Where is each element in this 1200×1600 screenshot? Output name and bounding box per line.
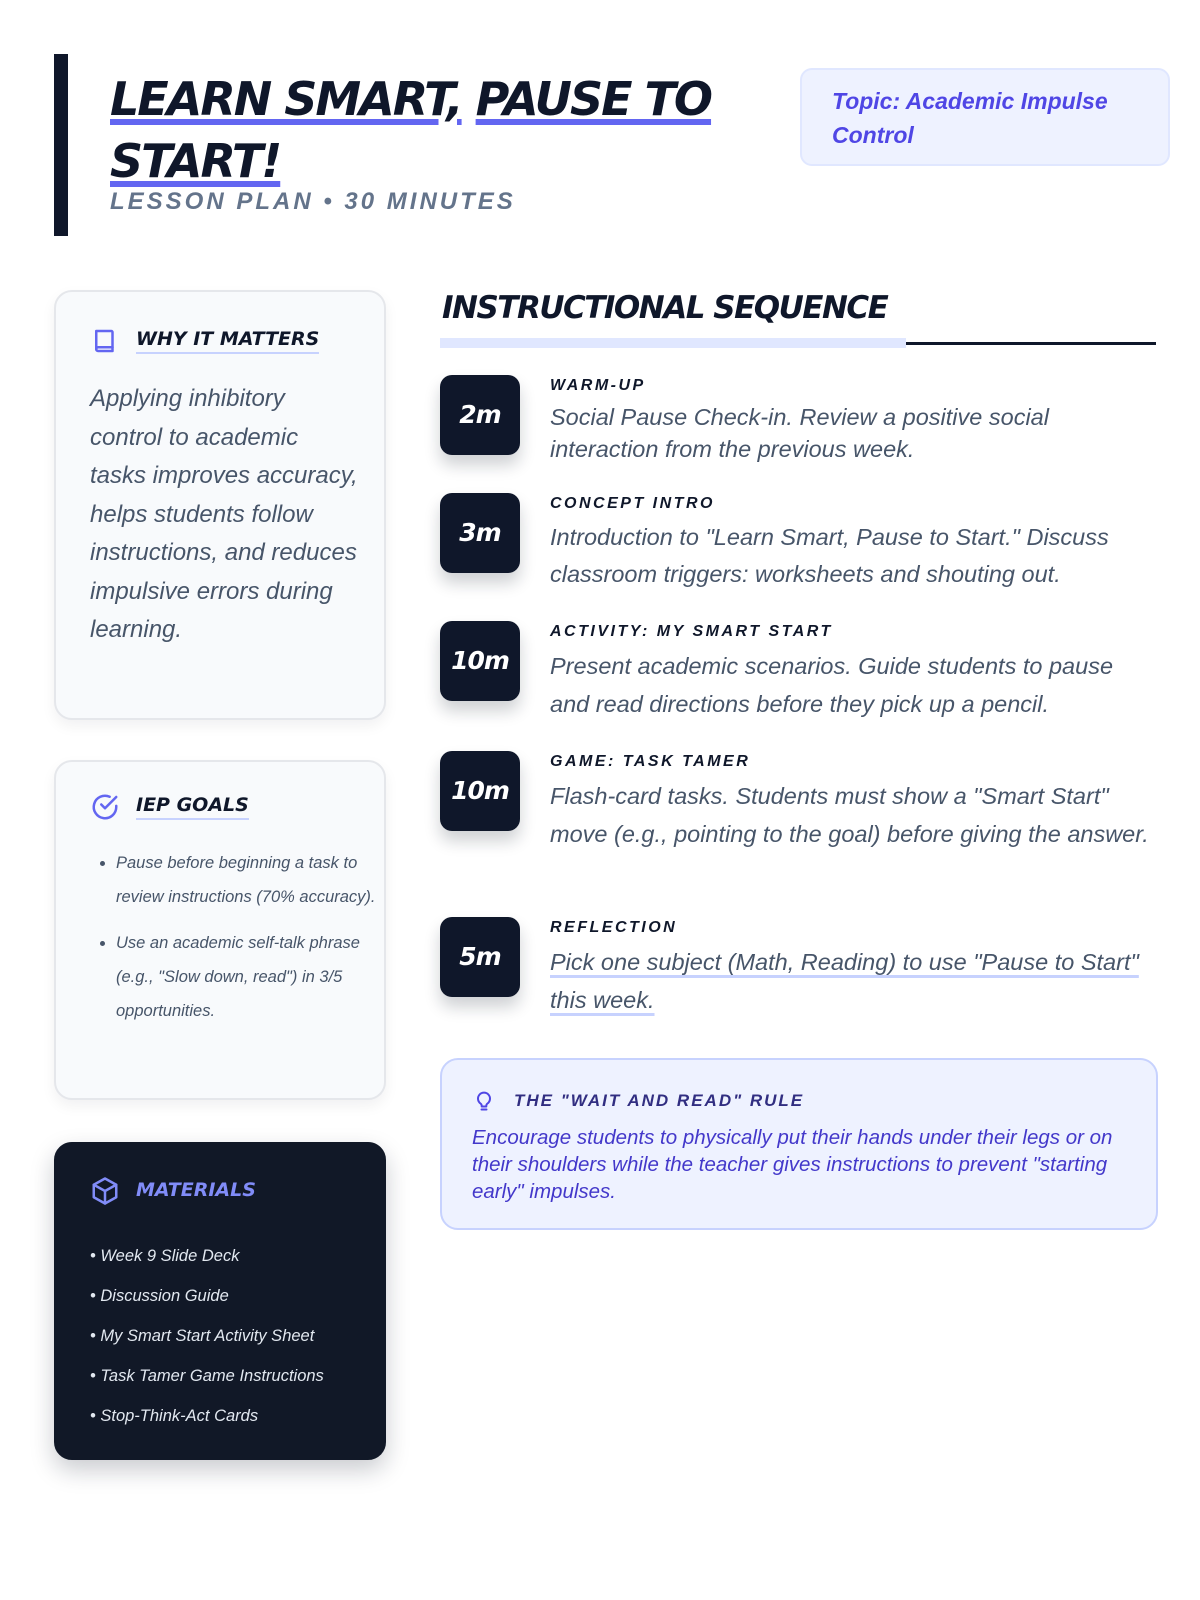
materials-title: MATERIALS — [136, 1179, 256, 1201]
iep-goals-header — [90, 792, 249, 822]
header-accent-bar — [54, 54, 68, 236]
iep-goal-item: • Pause before beginning a task to review instructions (70% accuracy). — [116, 846, 376, 914]
step-description: Social Pause Check-in. Review a positive social interaction from the previous week. — [550, 404, 1049, 462]
cube-icon — [90, 1176, 120, 1206]
iep-goals-list — [90, 846, 376, 1040]
step-label: ACTIVITY: MY SMART START — [550, 623, 833, 640]
step-duration: 10m — [440, 621, 520, 701]
lesson-title — [110, 68, 790, 192]
step-description-text: Pick one subject (Math, Reading) to use "Pause to Start" this week. — [550, 949, 1139, 1013]
material-item: • Week 9 Slide Deck — [90, 1247, 240, 1265]
materials-header — [90, 1176, 256, 1206]
step-label: REFLECTION — [550, 919, 678, 936]
instructional-sequence-title: INSTRUCTIONAL SEQUENCE — [442, 290, 888, 326]
why-it-matters-card — [54, 290, 386, 720]
tip-header — [472, 1088, 804, 1114]
step-duration: 2m — [440, 375, 520, 455]
step-label: CONCEPT INTRO — [550, 495, 715, 512]
why-it-matters-text: Applying inhibitory control to academic tasks improves accuracy, helps students follow instructions, and reduces impulsive errors during learning. — [90, 385, 358, 643]
step-label: GAME: TASK TAMER — [550, 753, 751, 770]
step-description: Present academic scenarios. Guide students to pause and read directions before they pick up a pencil. — [550, 653, 1114, 717]
step-duration: 5m — [440, 917, 520, 997]
step-description: Introduction to "Learn Smart, Pause to Start." Discuss classroom triggers: worksheets and shouting out. — [550, 524, 1109, 587]
tip-text: Encourage students to physically put their hands under their legs or on their shoulders while the teacher gives instructions to prevent "starting early" impulses. — [472, 1126, 1113, 1203]
topic-badge: Topic: Academic Impulse Control — [800, 68, 1170, 166]
material-item: • Discussion Guide — [90, 1287, 229, 1305]
step-description — [550, 943, 1150, 1019]
step-description: Flash-card tasks. Students must show a "Smart Start" move (e.g., pointing to the goal) before giving the answer. — [550, 783, 1149, 847]
materials-card — [54, 1142, 386, 1460]
iep-goals-card — [54, 760, 386, 1100]
book-icon — [90, 326, 120, 356]
step-duration: 10m — [440, 751, 520, 831]
iep-goals-title: IEP GOALS — [136, 794, 249, 820]
material-item: • Stop-Think-Act Cards — [90, 1407, 259, 1425]
step-label: WARM-UP — [550, 377, 646, 394]
lesson-header — [54, 54, 1154, 236]
step-duration: 3m — [440, 493, 520, 573]
check-circle-icon — [90, 792, 120, 822]
title-line: PAUSE TO — [475, 72, 712, 126]
material-item: • Task Tamer Game Instructions — [90, 1367, 324, 1385]
iep-goal-item: • Use an academic self-talk phrase (e.g., "Slow down, read") in 3/5 opportunities. — [116, 926, 376, 1028]
title-line: LEARN SMART, — [110, 72, 462, 126]
title-line: START! — [110, 134, 281, 188]
why-it-matters-header — [90, 326, 319, 356]
lesson-subtitle: LESSON PLAN • 30 MINUTES — [110, 188, 516, 215]
wait-and-read-tip — [440, 1058, 1158, 1230]
material-item: • My Smart Start Activity Sheet — [90, 1327, 315, 1345]
section-highlight — [440, 338, 906, 348]
lightbulb-icon — [472, 1088, 496, 1114]
tip-title: THE "WAIT AND READ" RULE — [514, 1091, 805, 1110]
why-it-matters-title: WHY IT MATTERS — [136, 328, 319, 354]
materials-list — [90, 1236, 380, 1436]
